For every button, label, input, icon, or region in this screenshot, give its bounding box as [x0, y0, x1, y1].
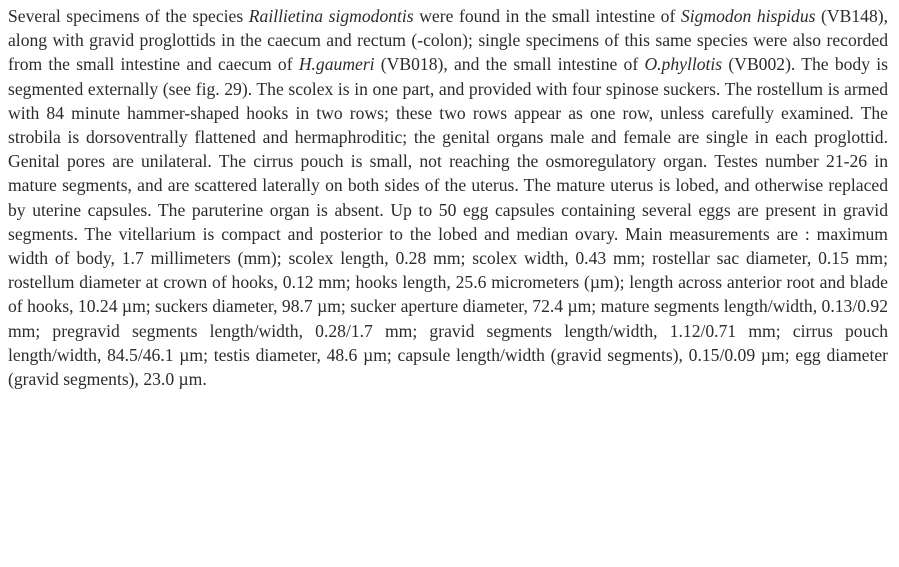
text-segment: (VB002). The body is segmented externally (see fig. 29). The scolex is in one part, and provided with four spinose suckers. The rostellum is armed with 84 minute hammer-shaped hooks in two rows; these two rows appear as one row, unless carefully examined. The strobila is dorsoventrally flattened and hermaphroditic; the genital organs male and female are single in each proglottid. Genital pores are unilateral. The cirrus pouch is small, not reaching the osmoregulatory organ. Testes number 21-26 in mature segments, and are scattered laterally on both sides of the uterus. The mature uterus is lobed, and otherwise replaced by uterine capsules. The paruterine organ is absent. Up to 50 egg capsules containing several eggs are present in gravid segments. The vitellarium is compact and posterior to the lobed and median ovary. Main measurements are : maximum width of body, 1.7 millimeters (mm); scolex length, 0.28 mm; scolex width, 0.43 mm; rostellar sac diameter, 0.15 mm; rostellum diameter at crown of hooks, 0.12 mm; hooks length, 25.6 micrometers (µm); length across anterior root and blade of hooks, 10.24 µm; suckers diameter, 98.7 µm; sucker aperture diameter, 72.4 µm; mature segments length/width, 0.13/0.92 mm; pregravid segments length/width, 0.28/1.7 mm; gravid segments length/width, 1.12/0.71 mm; cirrus pouch length/width, 84.5/46.1 µm; testis diameter, 48.6 µm; capsule length/width (gravid segments), 0.15/0.09 µm; egg diameter (gravid segments), 23.0 µm. — [8, 54, 888, 390]
text-segment: were found in the small intestine of — [413, 6, 681, 26]
body-paragraph — [8, 4, 888, 391]
host-name: H.gaumeri — [298, 54, 375, 75]
text-segment: (VB018), and the small intestine of — [374, 54, 645, 75]
host-name: O.phyllotis — [644, 54, 723, 75]
host-name: Sigmodon hispidus — [680, 6, 816, 26]
species-name: Raillietina sigmodontis — [248, 6, 414, 26]
text-segment: Several specimens of the species — [8, 6, 249, 26]
text-segment: (VB148), along with gravid proglottids in the caecum and rectum (-colon); single specimens of this same species were also recorded from the small intestine and caecum of — [8, 6, 889, 75]
document-page — [8, 4, 888, 563]
